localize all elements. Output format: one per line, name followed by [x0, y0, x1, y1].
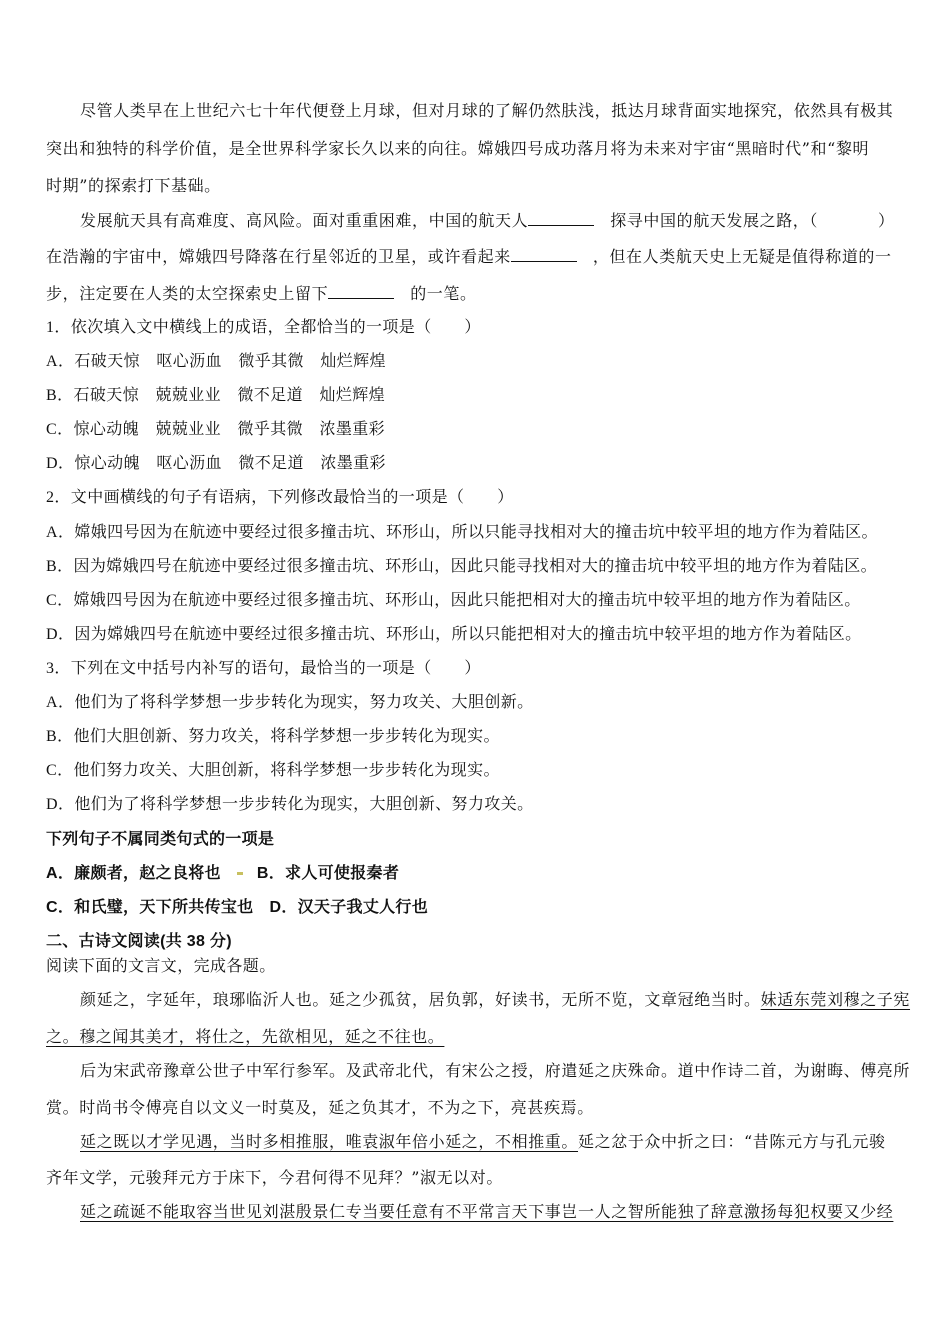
question-1-option-a: A．石破天惊 呕心沥血 微乎其微 灿烂辉煌 — [46, 353, 386, 370]
section-2-instruction: 阅读下面的文言文，完成各题。 — [46, 958, 276, 975]
passage-line — [46, 284, 477, 304]
question-3-option-a: A．他们为了将科学梦想一步步转化为现实，努力攻关、大胆创新。 — [46, 694, 534, 711]
question-3-option-d: D．他们为了将科学梦想一步步转化为现实，大胆创新、努力攻关。 — [46, 796, 534, 813]
question-2-option-c: C．嫦娥四号因为在航迹中要经过很多撞击坑、环形山，因此只能把相对大的撞击坑中较平坦的地方作为着陆区。 — [46, 592, 861, 609]
fill-blank-1 — [528, 211, 594, 226]
question-2-option-a: A．嫦娥四号因为在航迹中要经过很多撞击坑、环形山，所以只能寻找相对大的撞击坑中较平坦的地方作为着陆区。 — [46, 524, 878, 541]
passage-text: ） — [878, 211, 895, 230]
passage-text: 在浩瀚的宇宙中，嫦娥四号降落在行星邻近的卫星，或许看起来 — [46, 247, 511, 266]
question-3-option-c: C．他们努力攻关、大胆创新，将科学梦想一步步转化为现实。 — [46, 762, 500, 779]
question-1-option-b: B．石破天惊 兢兢业业 微不足道 灿烂辉煌 — [46, 387, 386, 404]
question-4-options-row-1 — [46, 864, 399, 884]
question-4-stem: 下列句子不属同类句式的一项是 — [46, 831, 275, 848]
question-1-option-c: C．惊心动魄 兢兢业业 微乎其微 浓墨重彩 — [46, 421, 386, 438]
question-4-option-c: C．和氏璧，天下所共传宝也 — [46, 899, 254, 916]
question-1-stem: 1．依次填入文中横线上的成语，全都恰当的一项是（ ） — [46, 319, 481, 336]
question-3-option-b: B．他们大胆创新、努力攻关，将科学梦想一步步转化为现实。 — [46, 728, 500, 745]
question-4-option-a: A．廉颇者，赵之良将也 — [46, 865, 221, 882]
question-1-option-d: D．惊心动魄 呕心沥血 微不足道 浓墨重彩 — [46, 455, 386, 472]
passage-text: 发展航天具有高难度、高风险。面对重重困难，中国的航天人 — [80, 211, 529, 230]
question-4-option-b: B．求人可使报秦者 — [256, 865, 400, 882]
underlined-sentence: 之。穆之闻其美才，将仕之，先欲相见，延之不往也。 — [46, 1027, 445, 1046]
classical-line: 赏。时尚书令傅亮自以文义一时莫及，延之负其才，不为之下，亮甚疾焉。 — [46, 1098, 594, 1117]
section-2-heading: 二、古诗文阅读(共 38 分) — [46, 933, 232, 950]
fill-blank-3 — [328, 284, 394, 299]
question-2-option-d: D．因为嫦娥四号在航迹中要经过很多撞击坑、环形山，所以只能把相对大的撞击坑中较平坦的地方作为着陆区。 — [46, 626, 862, 643]
question-4-options-row-2 — [46, 898, 428, 918]
passage-line — [46, 247, 892, 267]
passage-line: 突出和独特的科学价值，是全世界科学家长久以来的向往。嫦娥四号成功落月将为未来对宇宙“黑暗时代”和“黎明 — [46, 139, 870, 158]
question-2-stem: 2．文中画横线的句子有语病，下列修改最恰当的一项是（ ） — [46, 489, 514, 506]
question-3-stem: 3．下列在文中括号内补写的语句，最恰当的一项是（ ） — [46, 660, 481, 677]
classical-text: 延之忿于众中折之曰：“昔陈元方与孔元骏 — [578, 1132, 886, 1151]
marker-icon — [237, 872, 243, 875]
classical-line: 后为宋武帝豫章公世子中军行参军。及武帝北代，有宋公之授，府遣延之庆殊命。道中作诗二首，为谢晦、傅亮所 — [80, 1061, 911, 1080]
passage-text: 步，注定要在人类的太空探索史上留下 — [46, 284, 329, 303]
passage-line: 尽管人类早在上世纪六七十年代便登上月球，但对月球的了解仍然肤浅，抵达月球背面实地探究，依然具有极其 — [80, 101, 894, 120]
classical-text: 颜延之，字延年，琅琊临沂人也。延之少孤贫，居负郭，好读书，无所不览，文章冠绝当时。 — [80, 990, 761, 1009]
passage-text: 的一笔。 — [410, 284, 477, 303]
passage-line: 时期”的探索打下基础。 — [46, 176, 221, 195]
underlined-sentence: 延之既以才学见遇，当时多相推服，唯袁淑年倍小延之，不相推重。 — [80, 1132, 579, 1151]
classical-line: 齐年文学，元骏拜元方于床下，今君何得不见拜？”淑无以对。 — [46, 1168, 503, 1187]
underlined-sentence: 妹适东莞刘穆之子宪 — [760, 990, 911, 1009]
classical-line — [80, 990, 910, 1010]
question-4-option-d: D．汉天子我丈人行也 — [269, 899, 429, 916]
passage-text: ，但在人类航天史上无疑是值得称道的一 — [592, 247, 892, 266]
question-2-option-b: B．因为嫦娥四号在航迹中要经过很多撞击坑、环形山，因此只能寻找相对大的撞击坑中较平坦的地方作为着陆区。 — [46, 558, 878, 575]
fill-blank-2 — [511, 247, 577, 262]
passage-text: 探寻中国的航天发展之路，（ — [610, 211, 819, 230]
underlined-unpunctuated-sentence: 延之疏诞不能取容当世见刘湛殷景仁专当要任意有不平常言天下事岂一人之智所能独了辞意激扬每犯权要又少经 — [80, 1202, 894, 1221]
passage-line — [80, 211, 895, 231]
classical-line — [80, 1132, 886, 1152]
